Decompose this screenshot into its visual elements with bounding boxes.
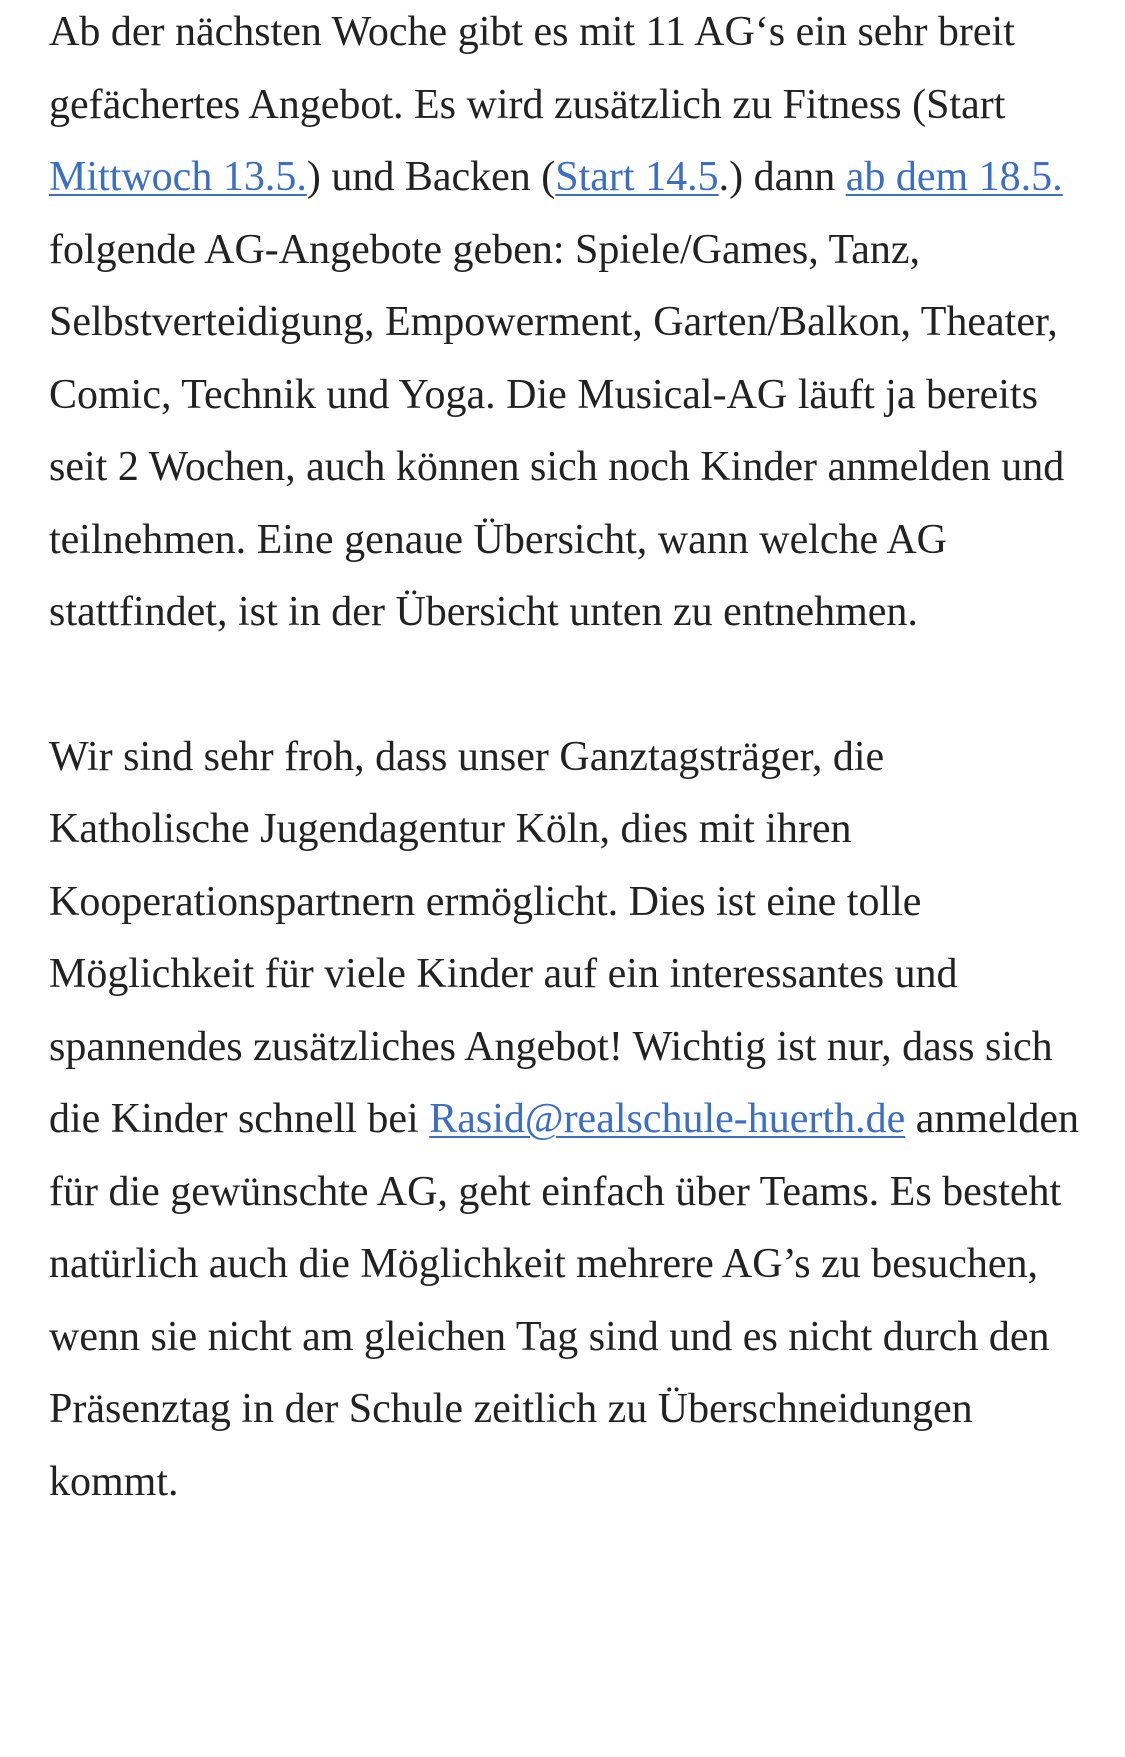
paragraph-text: Wir sind sehr froh, dass unser Ganztagsträger, die Katholische Jugendagentur Köln, dies mit ihren Kooperationspartnern ermöglicht. Dies ist eine tolle Möglichkeit für viele Kinder auf ein interessantes und spannendes zusätzliches Angebot! Wichtig ist nur, dass sich die Kinder schnell bei xyxy=(49,733,1053,1142)
link-fitness-start-date[interactable]: Mittwoch 13.5. xyxy=(49,154,307,200)
paragraph-text: .) dann xyxy=(718,154,846,200)
paragraph-ag-offers xyxy=(49,0,1089,649)
email-link[interactable]: Rasid@realschule-huerth.de xyxy=(429,1096,906,1142)
paragraph-text: Ab der nächsten Woche gibt es mit 11 AG‘s ein sehr breit gefächertes Angebot. Es wird zusätzlich zu Fitness (Start xyxy=(49,9,1015,128)
link-ag-start-date[interactable]: ab dem 18.5. xyxy=(845,154,1063,200)
paragraph-registration-info xyxy=(49,721,1089,1519)
paragraph-text: folgende AG-Angebote geben: Spiele/Games, Tanz, Selbstverteidigung, Empowerment, Garten/Balkon, Theater, Comic, Technik und Yoga. Die Musical-AG läuft ja bereits seit 2 Wochen, auch können sich noch Kinder anmelden und teilnehmen. Eine genaue Übersicht, wann welche AG stattfindet, ist in der Übersicht unten zu entnehmen. xyxy=(49,226,1065,635)
paragraph-text: ) und Backen ( xyxy=(306,154,556,200)
article-body xyxy=(49,0,1089,1518)
paragraph-text: anmelden für die gewünschte AG, geht einfach über Teams. Es besteht natürlich auch die Möglichkeit mehrere AG’s zu besuchen, wenn sie nicht am gleichen Tag sind und es nicht durch den Präsenztag in der Schule zeitlich zu Überschneidungen kommt. xyxy=(49,1096,1079,1505)
link-backen-start-date[interactable]: Start 14.5 xyxy=(555,154,719,200)
